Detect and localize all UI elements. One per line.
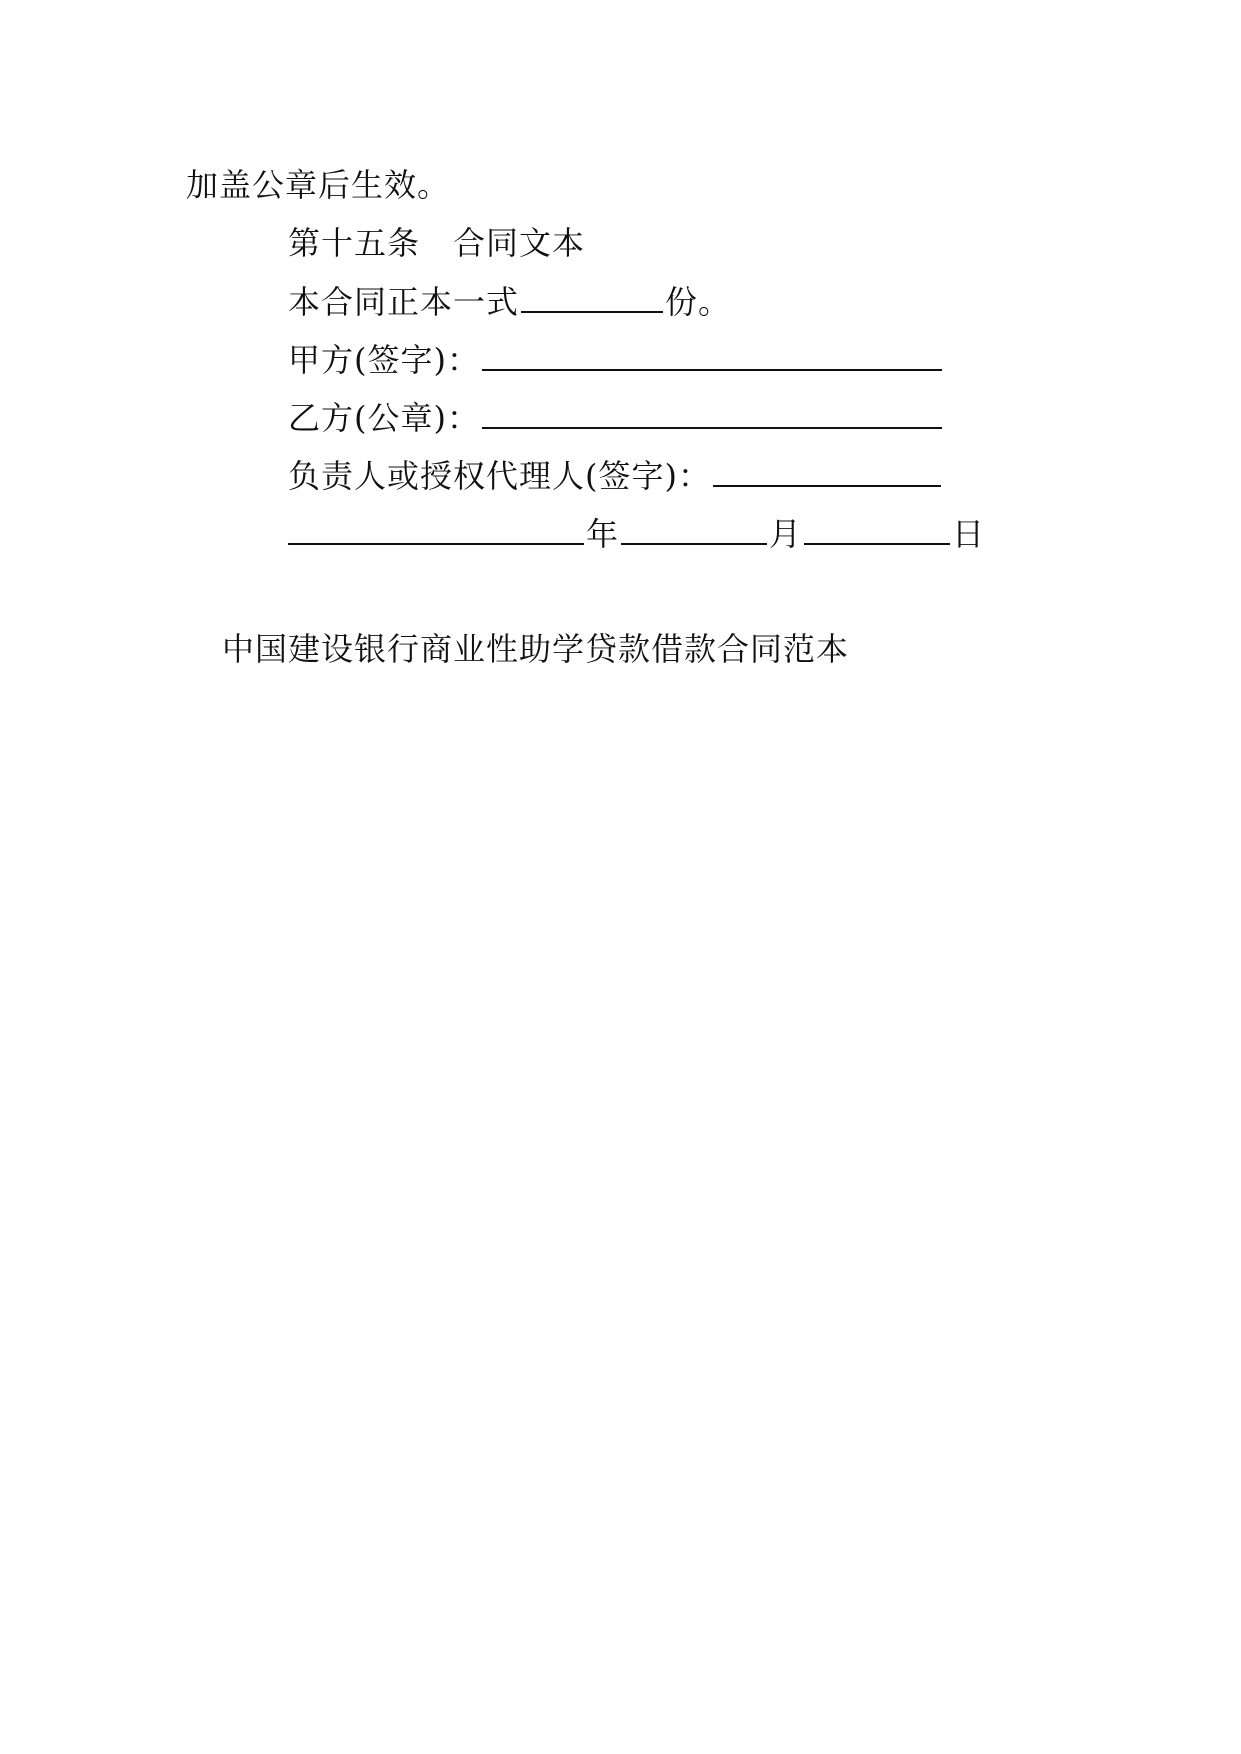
- representative-signature-blank: [713, 455, 941, 487]
- article-15-heading-text: 第十五条 合同文本: [288, 224, 586, 262]
- article-15-heading: [288, 223, 585, 263]
- copies-line: [288, 281, 731, 322]
- contract-footer-title: [222, 629, 849, 669]
- party-a-signature-line: [288, 339, 944, 380]
- date-month-label: 月: [769, 515, 803, 553]
- party-b-label: 乙方(公章)：: [288, 399, 480, 437]
- date-year-label: 年: [586, 515, 620, 553]
- date-month-blank: [621, 513, 767, 545]
- date-day-label: 日: [952, 515, 986, 553]
- contract-footer-title-text: 中国建设银行商业性助学贷款借款合同范本: [222, 630, 850, 668]
- date-year-blank: [288, 513, 584, 545]
- copies-suffix: 份。: [665, 283, 732, 321]
- party-b-seal-line: [288, 397, 944, 438]
- copies-blank: [521, 281, 663, 313]
- date-line: [288, 513, 985, 554]
- effectiveness-clause-line: [186, 165, 450, 205]
- representative-signature-line: [288, 455, 943, 496]
- party-a-signature-blank: [482, 339, 942, 371]
- copies-prefix: 本合同正本一式: [288, 283, 520, 321]
- party-b-seal-blank: [482, 397, 942, 429]
- party-a-label: 甲方(签字)：: [288, 341, 480, 379]
- date-day-blank: [804, 513, 950, 545]
- effectiveness-clause-text: 加盖公章后生效。: [186, 166, 451, 204]
- representative-label: 负责人或授权代理人(签字)：: [288, 457, 711, 495]
